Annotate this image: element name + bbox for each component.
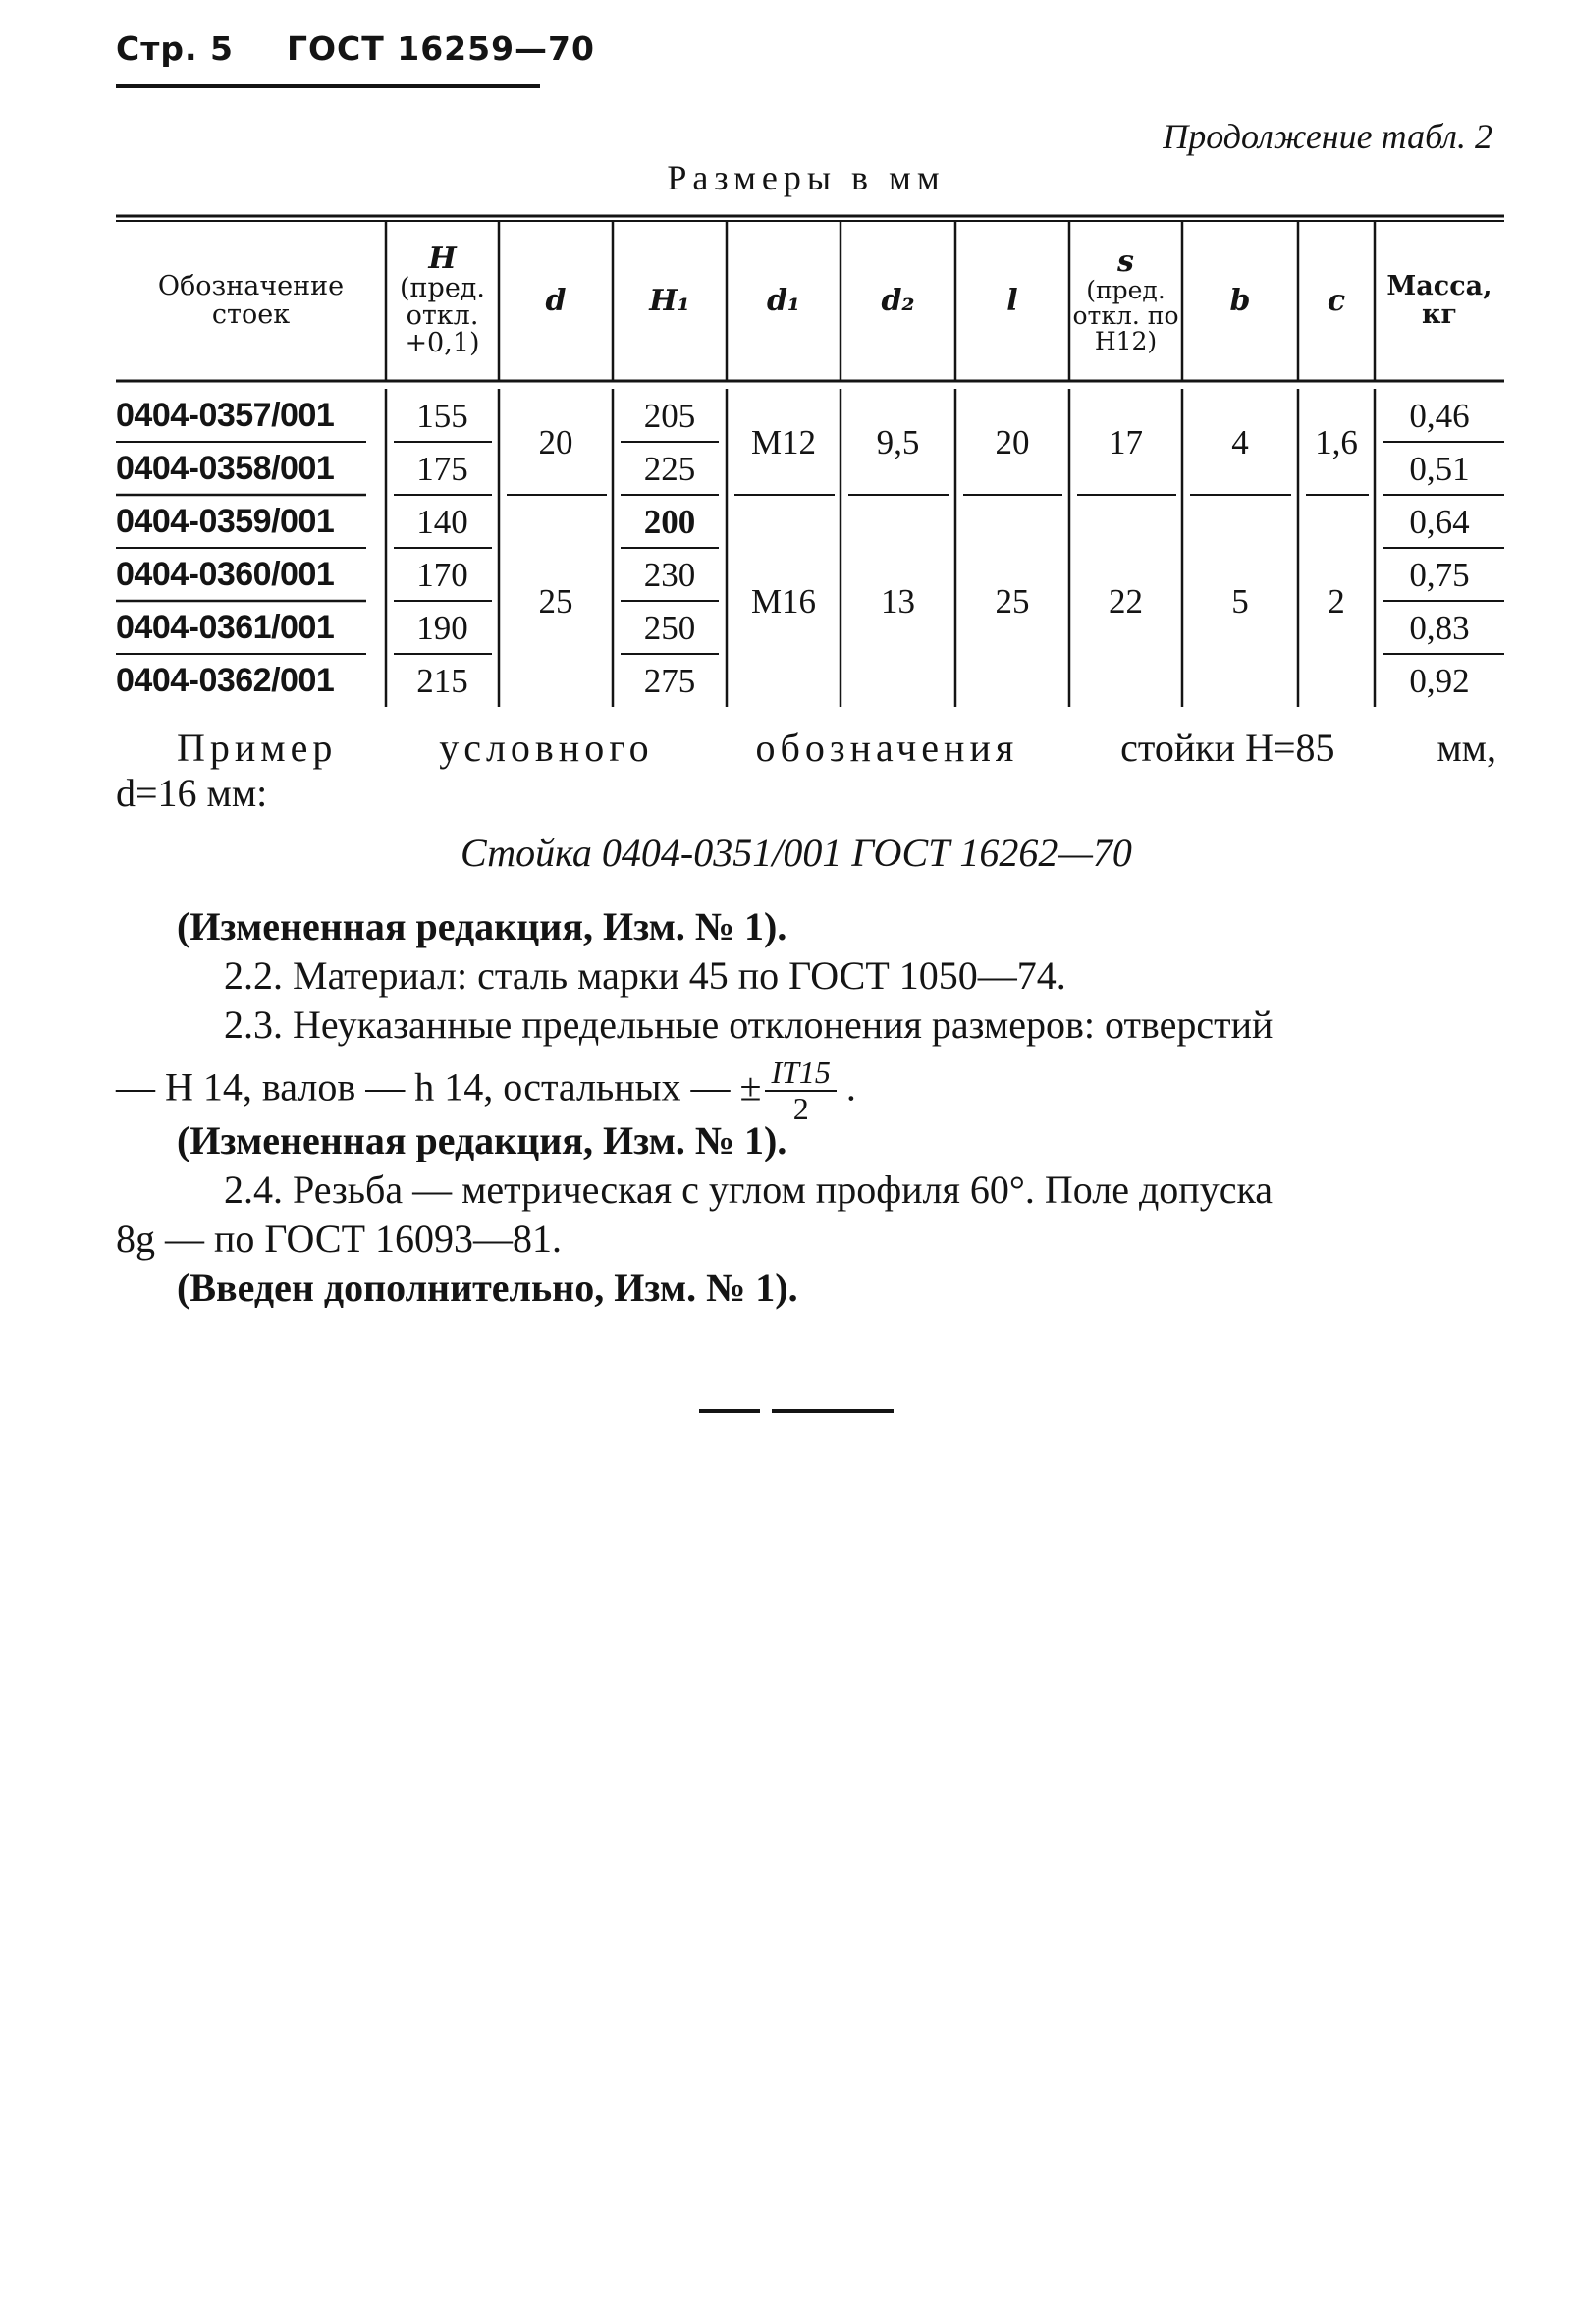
header-s xyxy=(1069,221,1182,381)
cell-mass: 0,46 xyxy=(1409,396,1470,435)
clause-2-3-tail-text: — H 14, валов — h 14, остальных — ± xyxy=(116,1064,762,1109)
spec-table xyxy=(116,214,1504,707)
header-s-note: (пред. откл. по H12) xyxy=(1072,275,1179,356)
cell-H1: 205 xyxy=(643,396,696,435)
table-row-designation: 0404-0361/001 xyxy=(116,608,335,646)
cell-l: 20 xyxy=(995,422,1030,461)
fraction-numerator: IT15 xyxy=(765,1055,836,1092)
header-rule xyxy=(116,84,540,88)
clause-2-4: 2.4. Резьба — метрическая с углом профиля 60°. Поле допуска xyxy=(224,1167,1274,1212)
clause-2-2: 2.2. Материал: сталь марки 45 по ГОСТ 1050—74. xyxy=(224,953,1066,998)
cell-d: 25 xyxy=(538,581,573,621)
cell-d2: 9,5 xyxy=(876,422,920,461)
tolerance-fraction xyxy=(765,1055,836,1126)
cell-H1: 200 xyxy=(643,502,696,541)
cell-H: 140 xyxy=(416,502,468,541)
header-b: b xyxy=(1229,283,1251,318)
example-paragraph-line2: d=16 мм: xyxy=(116,771,268,815)
cell-mass: 0,75 xyxy=(1409,555,1470,594)
cell-H: 215 xyxy=(416,661,468,700)
cell-H1: 250 xyxy=(643,608,696,647)
header-mass: Масса, кг xyxy=(1386,271,1492,330)
cell-b: 4 xyxy=(1231,422,1249,461)
header-H1: H₁ xyxy=(649,283,690,318)
dimensions-caption: Размеры в мм xyxy=(667,158,946,197)
revision-note: (Измененная редакция, Изм. № 1). xyxy=(177,904,787,948)
table-row-designation: 0404-0360/001 xyxy=(116,555,335,593)
cell-d1: M12 xyxy=(750,422,817,461)
clause-2-3: 2.3. Неуказанные предельные отклонения размеров: отверстий xyxy=(224,1002,1274,1047)
cell-H: 170 xyxy=(416,555,468,594)
table-continuation-label: Продолжение табл. 2 xyxy=(1163,117,1492,156)
header-s-symbol: s xyxy=(1117,244,1134,280)
clause-2-3-continuation: — H 14, валов — h 14, остальных — ± $\frac{IT15}{2}$ . xyxy=(116,1054,856,1127)
example-paragraph-line1 xyxy=(177,725,1496,772)
page-number: Стр. 5 xyxy=(116,29,234,68)
table-row-designation: 0404-0362/001 xyxy=(116,661,335,699)
example-word: условного xyxy=(439,726,654,770)
header-d1: d₁ xyxy=(766,283,801,318)
cell-H: 155 xyxy=(416,396,468,435)
cell-s: 17 xyxy=(1109,422,1143,461)
cell-mass: 0,83 xyxy=(1409,608,1470,647)
table-row-designation: 0404-0357/001 xyxy=(116,396,335,434)
end-rule xyxy=(699,1409,760,1413)
addition-note: (Введен дополнительно, Изм. № 1). xyxy=(177,1266,798,1310)
cell-d2: 13 xyxy=(881,581,915,621)
cell-mass: 0,92 xyxy=(1409,661,1470,700)
header-designation: Обозначение стоек xyxy=(157,271,345,330)
cell-mass: 0,51 xyxy=(1409,449,1470,488)
header-l: l xyxy=(1006,283,1018,318)
example-word: мм, xyxy=(1437,726,1496,770)
header-d2: d₂ xyxy=(881,283,915,318)
example-word: Пример xyxy=(177,726,338,770)
example-word: стойки H=85 xyxy=(1120,726,1335,770)
cell-d: 20 xyxy=(538,422,573,461)
cell-c: 2 xyxy=(1328,581,1345,621)
end-rule xyxy=(772,1409,894,1413)
cell-c: 1,6 xyxy=(1315,422,1358,461)
page-header xyxy=(116,29,595,68)
cell-H: 190 xyxy=(416,608,468,647)
table-row-designation: 0404-0358/001 xyxy=(116,449,335,487)
header-d: d xyxy=(545,283,567,318)
header-H-note: (пред. откл. +0,1) xyxy=(400,272,485,359)
cell-d1: M16 xyxy=(750,581,817,621)
cell-H1: 275 xyxy=(643,661,696,700)
cell-b: 5 xyxy=(1231,581,1249,621)
fraction-denominator: 2 xyxy=(792,1091,809,1127)
cell-mass: 0,64 xyxy=(1409,502,1470,541)
header-H-symbol: H xyxy=(428,242,457,277)
revision-note: (Измененная редакция, Изм. № 1). xyxy=(177,1118,787,1162)
header-c: c xyxy=(1327,283,1346,318)
cell-H: 175 xyxy=(416,449,468,488)
standard-number: ГОСТ 16259—70 xyxy=(286,29,595,68)
cell-H1: 225 xyxy=(643,449,696,488)
cell-H1: 230 xyxy=(643,555,696,594)
cell-l: 25 xyxy=(995,581,1030,621)
example-word: обозначения xyxy=(755,726,1019,770)
cell-s: 22 xyxy=(1109,581,1143,621)
clause-2-4-continuation: 8g — по ГОСТ 16093—81. xyxy=(116,1216,563,1261)
header-H xyxy=(386,221,499,381)
designation-example: Стойка 0404-0351/001 ГОСТ 16262—70 xyxy=(461,831,1132,875)
table-row-designation: 0404-0359/001 xyxy=(116,502,335,540)
